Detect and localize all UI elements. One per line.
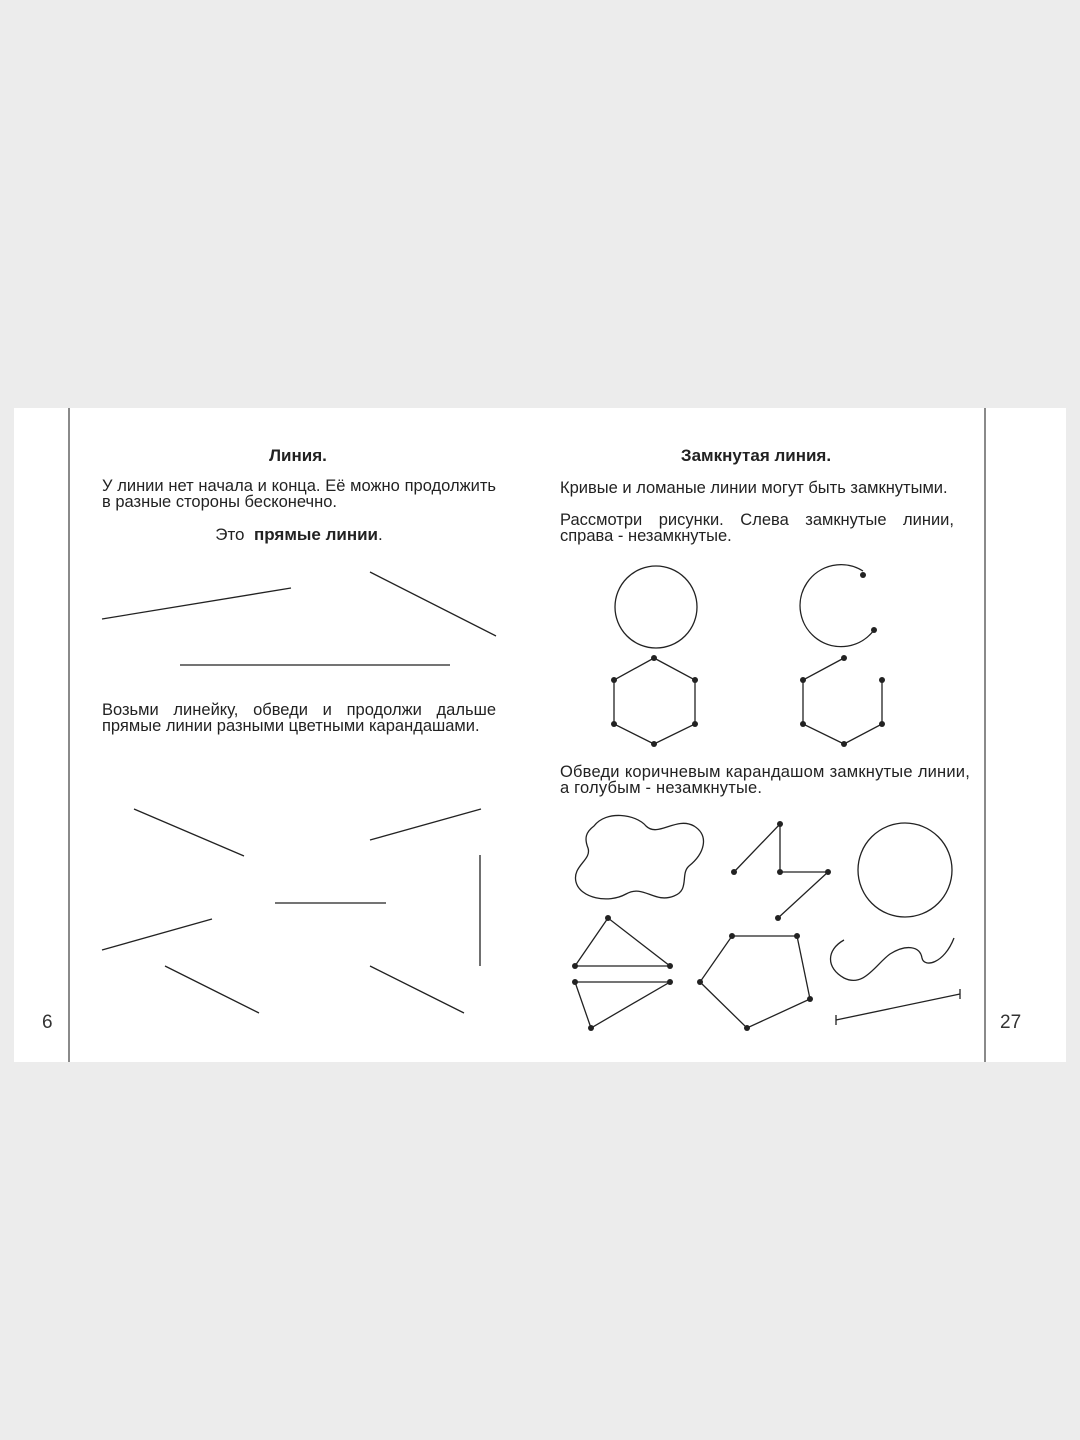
vertex-dot <box>611 721 617 727</box>
practice-line <box>165 966 259 1013</box>
vertex-dot <box>572 963 578 969</box>
vertex-dot <box>841 741 847 747</box>
closed-blob <box>575 815 703 898</box>
exercise-figures <box>575 815 960 1028</box>
vertex-dot <box>731 869 737 875</box>
caption-suffix: . <box>378 525 383 544</box>
open-hexagon <box>803 658 882 744</box>
vertex-dot <box>697 979 703 985</box>
left-task-text: Возьми линейку, обведи и продолжи дальше прямые линии разными цветными карандашами. <box>102 701 496 735</box>
practice-line <box>370 966 464 1013</box>
vertex-dot <box>605 915 611 921</box>
right-intro-text-2: Рассмотри рисунки. Слева замкнутые линии, справа - незамкнутые. <box>560 511 954 545</box>
right-page-number: 27 <box>1000 1012 1022 1033</box>
right-page-title: Замкнутая линия. <box>680 446 832 465</box>
example-line <box>370 572 496 636</box>
vertex-dot <box>841 655 847 661</box>
practice-line <box>134 809 244 856</box>
example-line <box>102 588 291 619</box>
vertex-dot <box>777 821 783 827</box>
vertex-dot <box>729 933 735 939</box>
vertex-dot <box>611 677 617 683</box>
closed-triangle-bottom <box>575 982 670 1028</box>
vertex-dot <box>588 1025 594 1031</box>
vertex-dot <box>777 869 783 875</box>
vertex-dot <box>572 979 578 985</box>
closed-hexagon <box>614 658 695 744</box>
vertex-dot <box>775 915 781 921</box>
vertex-dot <box>879 677 885 683</box>
example-figures <box>614 565 882 744</box>
open-curve <box>831 938 955 980</box>
endpoint-dot <box>871 627 877 633</box>
practice-straight-lines <box>102 809 481 1013</box>
example-figure-dots <box>611 572 885 747</box>
endpoint-dot <box>860 572 866 578</box>
closed-circle <box>615 566 697 648</box>
vertex-dot <box>651 741 657 747</box>
caption-prefix: Это <box>215 525 245 544</box>
open-segment <box>836 994 960 1020</box>
closed-triangle-top <box>575 918 670 966</box>
left-intro-text: У линии нет начала и конца. Её можно продолжить в разные стороны бесконечно. <box>102 477 496 511</box>
vertex-dot <box>807 996 813 1002</box>
caption-bold: прямые линии <box>253 525 379 544</box>
vertex-dot <box>667 979 673 985</box>
vertex-dot <box>825 869 831 875</box>
vertex-dot <box>667 963 673 969</box>
practice-line <box>102 919 212 950</box>
right-intro-text-1: Кривые и ломаные линии могут быть замкнутыми. <box>560 479 948 497</box>
right-task-text: Обведи коричневым карандашом замкнутые линии, а голубым - незамкнутые. <box>560 763 970 797</box>
left-page-number: 6 <box>42 1012 53 1033</box>
vertex-dot <box>744 1025 750 1031</box>
vertex-dot <box>692 677 698 683</box>
vertex-dot <box>800 721 806 727</box>
vertex-dot <box>794 933 800 939</box>
example-straight-lines <box>102 572 496 665</box>
closed-circle-large <box>858 823 952 917</box>
left-page-title: Линия. <box>269 446 327 465</box>
practice-line <box>370 809 481 840</box>
closed-pentagon <box>700 936 810 1028</box>
book-spread <box>14 408 1066 1062</box>
line-illustrations <box>14 408 1066 1062</box>
vertex-dot <box>692 721 698 727</box>
vertex-dot <box>800 677 806 683</box>
vertex-dot <box>651 655 657 661</box>
vertex-dot <box>879 721 885 727</box>
exercise-figure-dots <box>572 821 831 1031</box>
